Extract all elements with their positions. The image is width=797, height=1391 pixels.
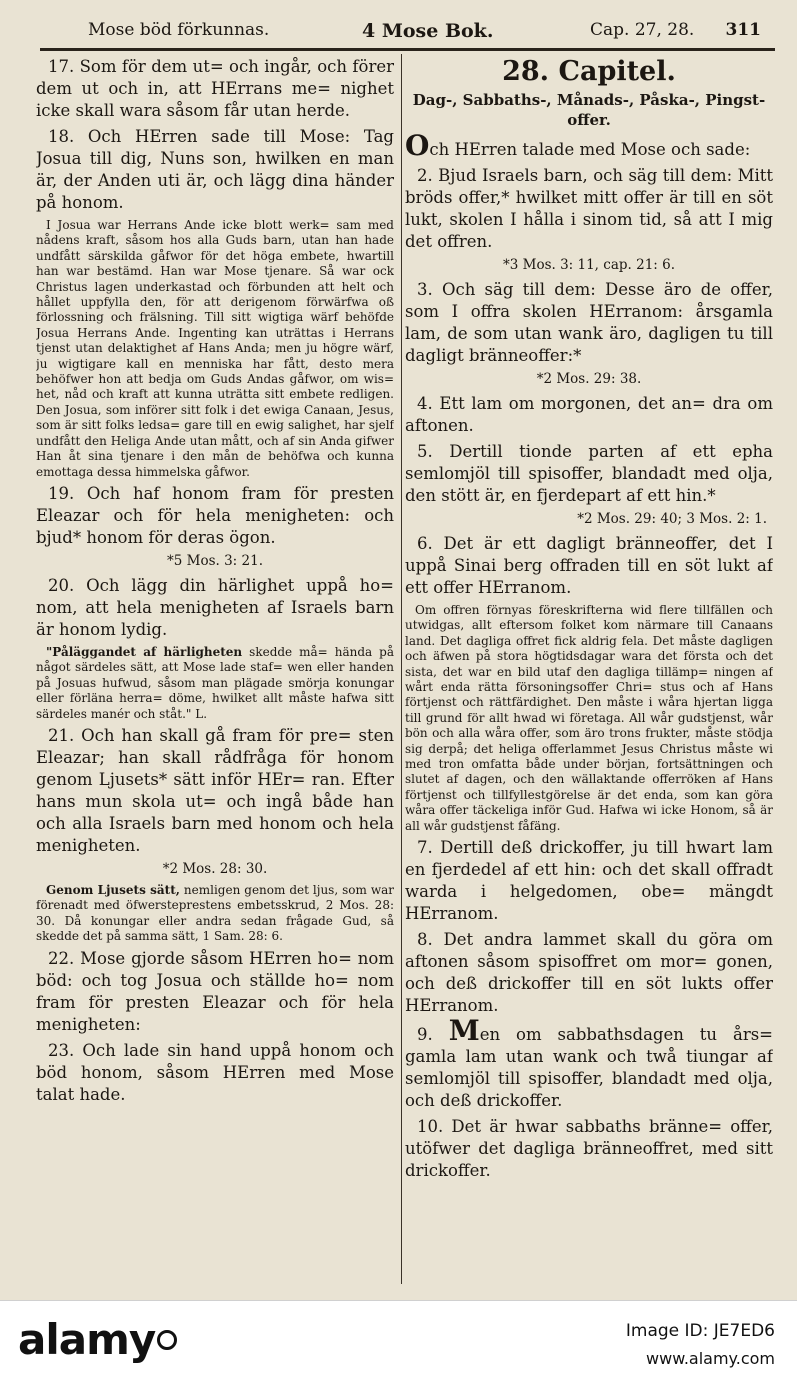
image-id: Image ID: JE7ED6 — [625, 1321, 775, 1341]
header-running-title: Mose böd förkunnas. — [88, 20, 270, 40]
verse-5: 5. Dertill tionde parten af ett epha semlomjöl till spisoffer, blandadt med olja, den stött är, en fjerdepart af ett hin.* — [405, 442, 773, 505]
verse-21: 21. Och han skall gå fram för pre= sten Eleazar; han skall rådfråga för honom genom Ljusets* sätt inför HEr= ran. Efter hans mun skola ut= och ingå både han och alla Israels barn med honom och hela menigheten. — [36, 725, 394, 855]
header-chapter-ref: Cap. 27, 28. — [590, 20, 695, 40]
verse-9 — [405, 1014, 773, 1112]
left-column — [36, 56, 394, 1286]
verse-7: 7. Dertill deß drickoffer, ju till hwart lam en fjerdedel af ett hin: och det skall offradt warda i helgedomen, obe= mängdt HErranom. — [405, 838, 773, 924]
verse-10: 10. Det är hwar sabbaths bränne= offer, utöfwer det dagliga bränneoffret, med sitt drickoffer. — [405, 1117, 773, 1181]
commentary-20 — [36, 645, 394, 722]
cross-reference-2: *3 Mos. 3: 11, cap. 21: 6. — [502, 257, 675, 273]
alamy-logo — [18, 1315, 177, 1364]
commentary-21-text: nemligen genom det ljus, som war förenadt med öfwersteprestens embetsskrud, 2 Mos. 28: 30. Då konungar eller andra sedan frågade Gud, så skedde det på samma sätt, 1 Sam. 28: 6. — [36, 882, 394, 944]
site-url: www.alamy.com — [646, 1349, 775, 1368]
verse-8: 8. Det andra lammet skall du göra om aftonen såsom spisoffret om mor= gonen, och deß drickoffer till en söt lukts offer HErranom. — [405, 930, 773, 1016]
initial-letter: O — [405, 129, 430, 162]
commentary-21-lead: Genom Ljusets sätt, — [46, 882, 180, 897]
verse-3: 3. Och säg till dem: Desse äro de offer, som I offra skolen HErranom: årsgamla lam, de som utan wank äro, dagligen tu till dagligt bränneoffer:* — [405, 280, 773, 365]
chapter-subtitle: Dag-, Sabbaths-, Månads-, Påska-, Pingst-offer. — [412, 91, 766, 129]
stock-watermark-bar — [0, 1300, 797, 1391]
cross-reference-5: *2 Mos. 29: 40; 3 Mos. 2: 1. — [577, 511, 767, 527]
alamy-logo-mark-icon — [157, 1330, 177, 1350]
verse-17: 17. Som för dem ut= och ingår, och förer dem ut och in, att HErrans me= nighet icke skall wara såsom får utan herde. — [36, 57, 394, 120]
verse-22: 22. Mose gjorde såsom HErren ho= nom böd: och tog Josua och ställde ho= nom fram för presten Eleazar och för hela menigheten: — [36, 948, 394, 1034]
commentary-20-text: skedde må= hända på något särdeles sätt, att Mose lade staf= wen eller handen på Josuas hufwud, såsom man plägade smörja konungar eller förläna herra= döme, hwilket allt måste hafwa sitt särdeles manér och ståt." L. — [36, 644, 394, 721]
cross-reference-21: *2 Mos. 28: 30. — [162, 860, 268, 877]
commentary-20-lead: "Påläggandet af härligheten — [46, 644, 243, 659]
right-column — [405, 56, 773, 1286]
cross-reference-3: *2 Mos. 29: 38. — [536, 371, 642, 387]
verse-9-text: en om sabbathsdagen tu års= gamla lam utan wank och twå tiungar af semlomjöl till spisoffer, blandadt med olja, och deß drickoffer. — [405, 1025, 773, 1111]
commentary-6: Om offren förnyas föreskrifterna wid flere tillfällen och utwidgas, allt eftersom folket kom närmare till Canaans land. Det dagliga offret fick aldrig fela. Det måste dagligen och äfwen på stora högtidsdagar wara det första och det sista, det war en bild utaf den dagliga tillämp= ningen af wårt enda rätta försoningsoffer Chri= stus och af Hans förtjenst och rättfärdighet. Den måste i wåra hjertan ligga till grund för allt hwad wi företaga. All wår gudstjenst, wår bön och alla wåra offer, som äro trons frukter, måste stödja sig derpå; det heliga offerlammet Jesus Christus måste wi med tron omfatta både under början, fortsättningen och slutet af dagen, och den wällaktande offerröken af Hans förtjenst och tillfyllestgörelse är det enda, som kan göra wåra offer täckeliga inför Gud. Hafwa wi icke Honom, så är all wår gudstjenst fåfäng. — [405, 603, 773, 833]
header-book-title: 4 Mose Bok. — [362, 20, 494, 42]
commentary-21 — [36, 883, 394, 945]
verse-19: 19. Och haf honom fram för presten Eleazar och för hela menigheten: och bjud* honom för deras ögon. — [36, 483, 394, 547]
alamy-logo-text: alamy — [18, 1315, 156, 1364]
verse-20: 20. Och lägg din härlighet uppå ho= nom, att hela menigheten af Israels barn är honom lydig. — [36, 575, 394, 639]
page-number: 311 — [725, 20, 761, 40]
running-header — [40, 14, 775, 50]
verse-18: 18. Och HErren sade till Mose: Tag Josua till dig, Nuns son, hwilken en man är, der Anden uti är, och lägg dina händer på honom. — [36, 127, 394, 212]
cross-reference-19: *5 Mos. 3: 21. — [167, 552, 263, 569]
verse-4: 4. Ett lam om morgonen, det an= dra om aftonen. — [405, 394, 773, 435]
chapter-title: 28. Capitel. — [502, 56, 676, 87]
verse-23: 23. Och lade sin hand uppå honom och böd honom, såsom HErren med Mose talat hade. — [36, 1040, 394, 1104]
verse-6: 6. Det är ett dagligt bränneoffer, det I uppå Sinai berg offraden till en söt lukt af ett offer HErranom. — [405, 534, 773, 597]
verse-2: 2. Bjud Israels barn, och säg till dem: Mitt bröds offer,* hwilket mitt offer är till en söt lukt, skolen I hålla i sinom tid, så att I mig det offren. — [405, 166, 773, 251]
commentary-18: I Josua war Herrans Ande icke blott werk= sam med nådens kraft, såsom hos alla Guds barn, utan han hade undfått särskilda gåfwor för det höga embete, hwartill han war bestämd. Han war Mose tjenare. Så war ock Christus lagen underkastad och förbunden att helt och hållet uppfylla den, för att derigenom förwärfwa oß förlossning och frälsning. Till sitt wigtiga wärf behöfde Josua Herrans Ande. Ingenting kan uträttas i Herrans tjenst utan delaktighet af Hans Anda; men ju högre wärf, ju wigtigare kall en menniska har fått, desto mera behöfwer hon att bedja om Guds Andas gåfwor, om wis= het, nåd och kraft att kunna uträtta sitt embete redligen. Den Josua, som införer sitt folk i det ewiga Canaan, Jesus, som är sitt folks ledsa= gare till en ewig salighet, har sjelf undfått den Heliga Ande utan mått, och af sin Anda gifwer Han åt sina tjenare i den mån de behöfwa och kunna emottaga dessa himmelska gåfwor. — [36, 218, 394, 479]
verse-9-number: 9. — [417, 1025, 449, 1045]
verse-9-initial: M — [448, 1014, 480, 1048]
header-rule — [40, 50, 775, 51]
verse-1 — [405, 129, 773, 162]
verse-1-text: ch HErren talade med Mose och sade: — [429, 140, 751, 159]
column-divider — [401, 54, 402, 1284]
